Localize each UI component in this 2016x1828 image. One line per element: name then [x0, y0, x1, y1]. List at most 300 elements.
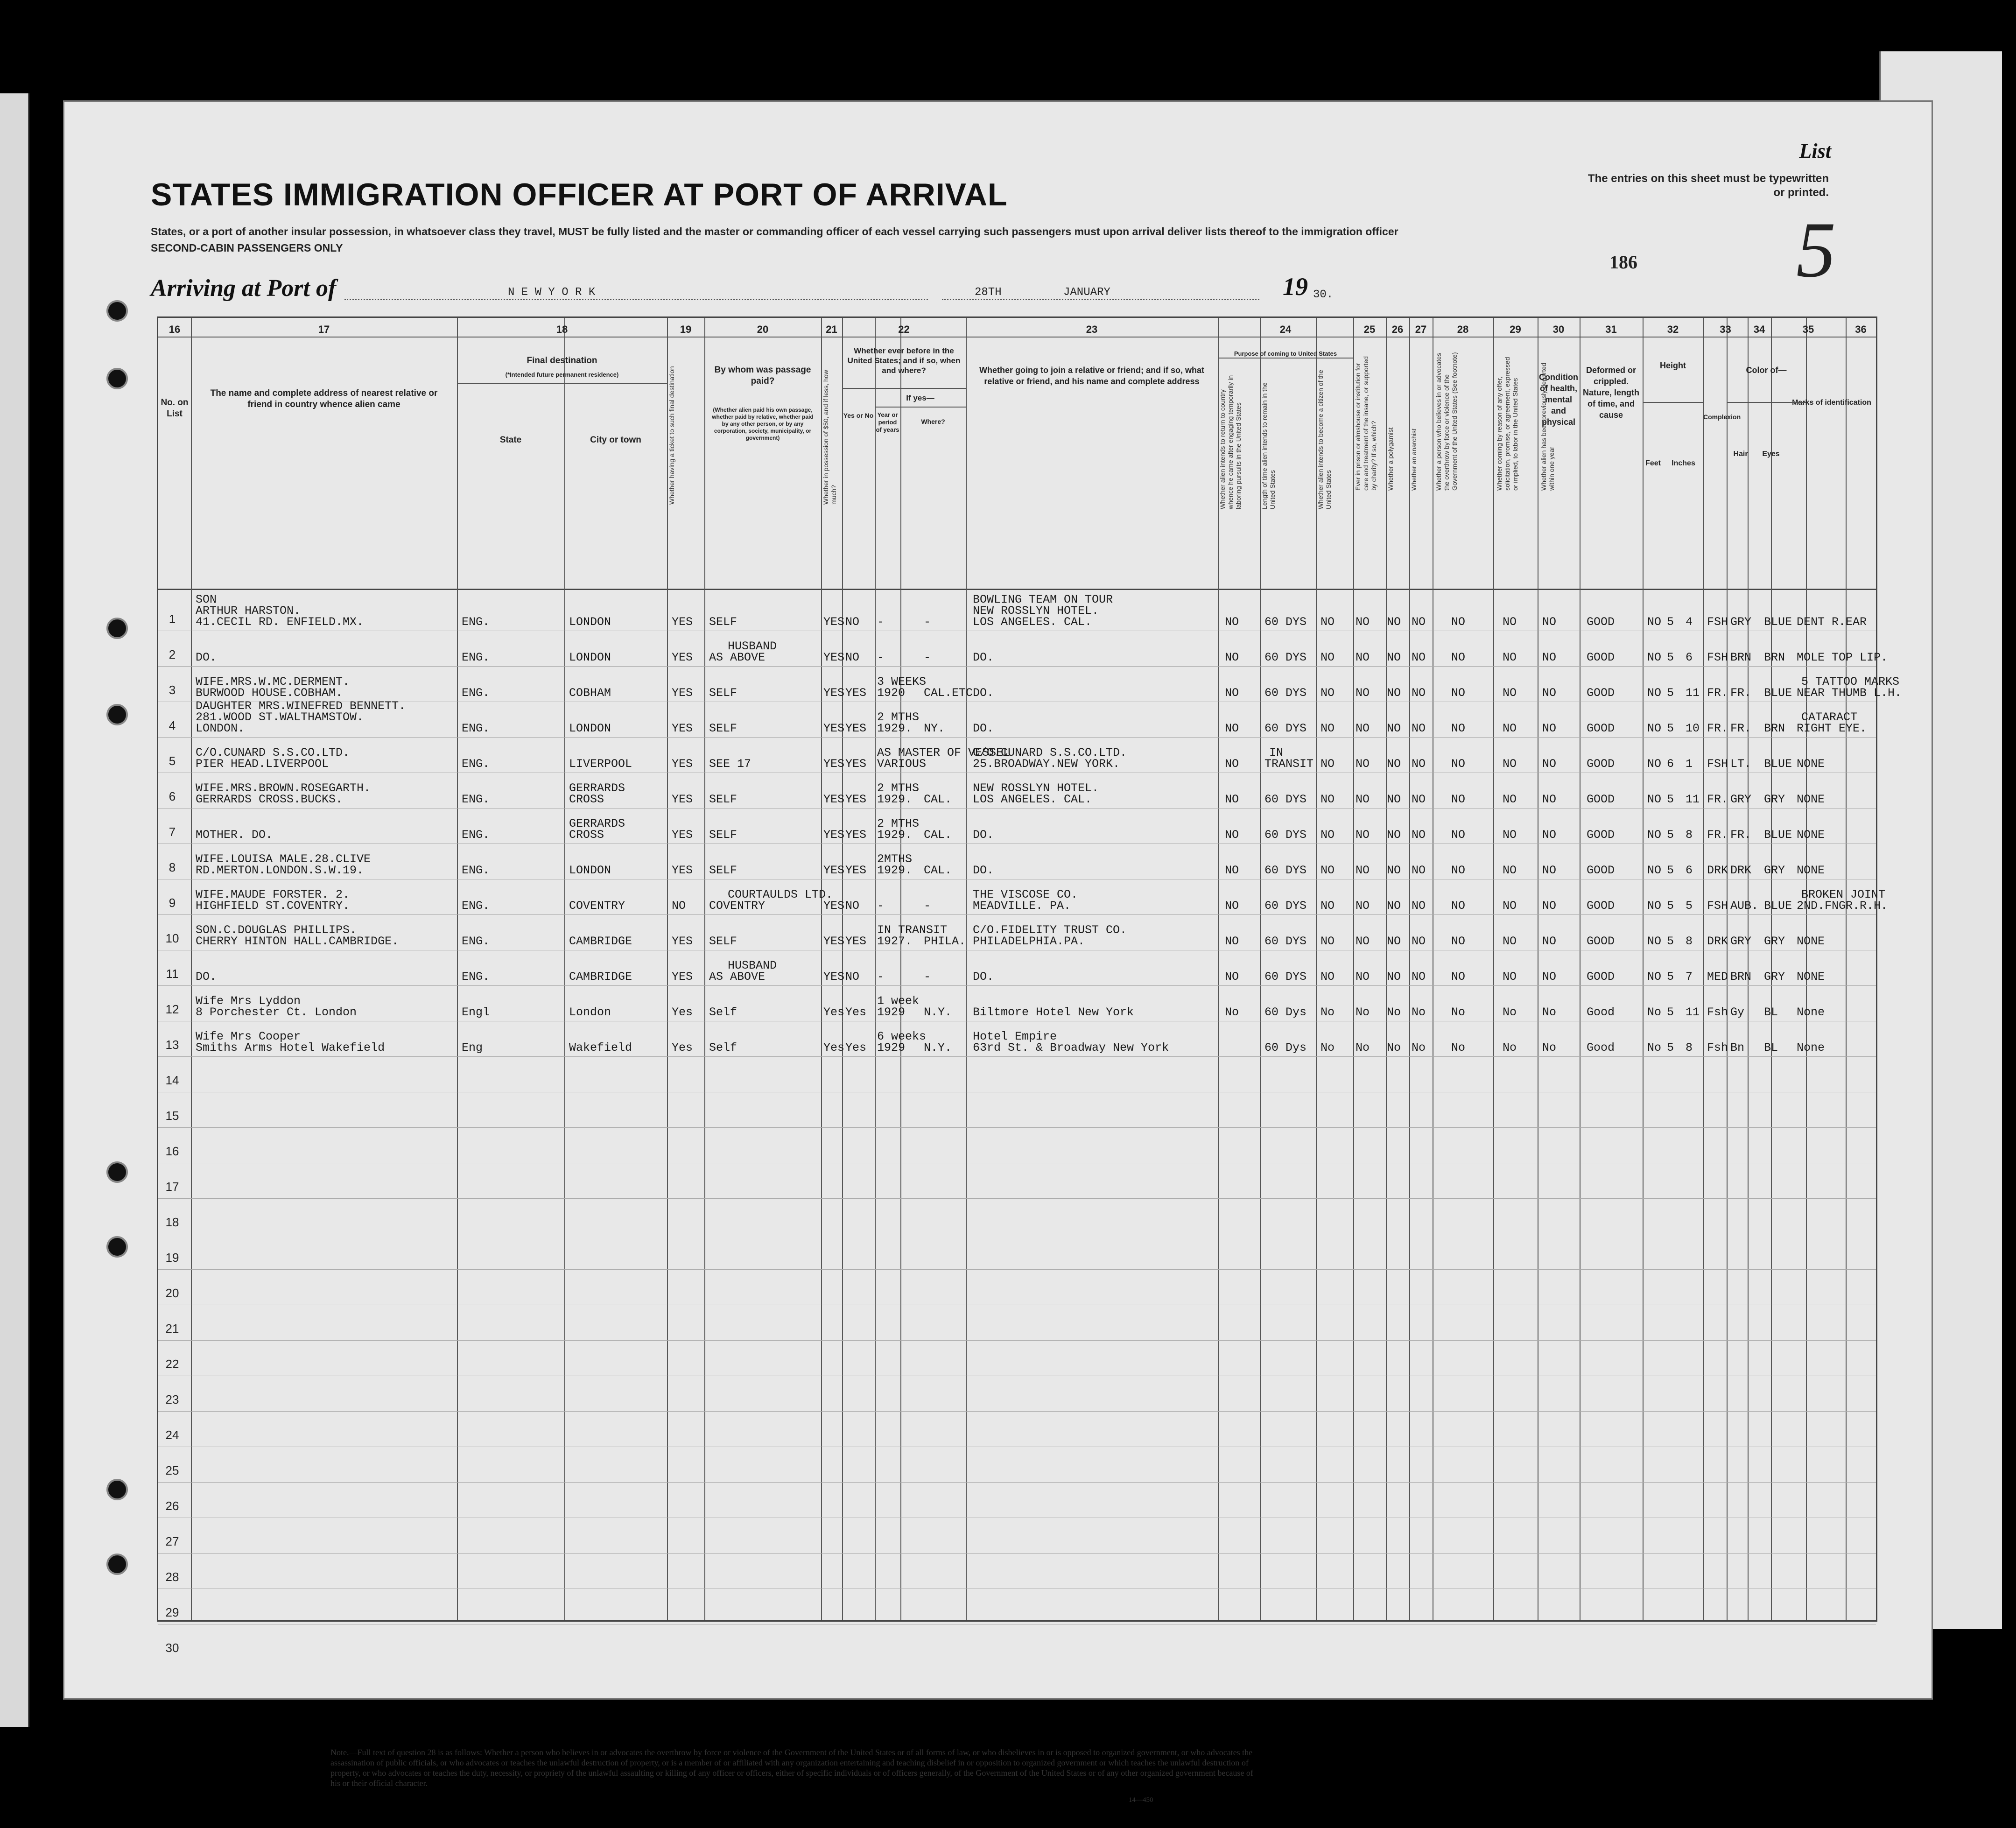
column-rule	[1806, 318, 1807, 1620]
cell-eyes: BLUE	[1764, 686, 1792, 700]
column-rule	[1316, 318, 1317, 1620]
cell-comp: FR.	[1707, 722, 1728, 735]
header-deported: Whether alien has been previously deported within one year	[1540, 363, 1555, 491]
column-rule	[1409, 318, 1410, 1620]
cell-rel3: GERRARDS CROSS.BUCKS.	[196, 793, 343, 806]
cell-marks: DENT R.EAR	[1797, 615, 1867, 629]
cell-len: 60 DYS	[1264, 828, 1307, 842]
cell-marks: NONE	[1797, 793, 1825, 806]
cell-join3: DO.	[973, 970, 994, 984]
cell-year: -	[877, 615, 885, 629]
row-number: 5	[169, 754, 176, 768]
cell-cit: NO	[1321, 899, 1335, 913]
cell-rel2: Wife Mrs Lyddon	[196, 994, 301, 1008]
cell-state: ENG.	[462, 686, 490, 700]
row-number: 8	[169, 860, 176, 874]
cell-over: NO	[1451, 828, 1466, 842]
cell-fifty: YES	[823, 864, 845, 877]
cell-poly: NO	[1387, 686, 1401, 700]
cell-prison: NO	[1356, 651, 1370, 664]
cell-hair: LT.	[1730, 757, 1752, 771]
cell-dep: NO	[1542, 899, 1557, 913]
sheet-number: 186	[1609, 252, 1637, 273]
cell-city: LONDON	[569, 651, 611, 664]
cell-before: Yes	[845, 1041, 867, 1055]
cell-comp: FR.	[1707, 828, 1728, 842]
cell-where: -	[924, 970, 931, 984]
column-rule	[966, 318, 967, 1620]
cell-ticket: YES	[672, 722, 693, 735]
column-rule	[1260, 318, 1261, 1620]
cell-dep: NO	[1542, 970, 1557, 984]
cell-marks1: 5 TATTOO MARKS	[1801, 675, 1900, 689]
header-paid-by: By whom was passage paid?	[714, 365, 811, 386]
cell-cit: NO	[1321, 828, 1335, 842]
cell-paid: COVENTRY	[709, 899, 766, 913]
cell-ticket: YES	[672, 935, 693, 948]
cell-comp: DRK	[1707, 864, 1728, 877]
cell-anar: NO	[1412, 722, 1426, 735]
column-rule	[1703, 318, 1704, 1620]
cell-deform: No	[1647, 1005, 1662, 1019]
cell-deform: NO	[1647, 864, 1662, 877]
cell-over: NO	[1451, 686, 1466, 700]
cell-over: NO	[1451, 899, 1466, 913]
cell-where: CAL.ETC	[924, 686, 973, 700]
class-line: SECOND-CABIN PASSENGERS ONLY	[151, 242, 343, 254]
header-health: Condition of health, mental and physical	[1539, 373, 1578, 427]
cell-over: NO	[1451, 651, 1466, 664]
cell-health: GOOD	[1587, 757, 1615, 771]
cell-paid: SELF	[709, 686, 738, 700]
header-rule	[1727, 402, 1806, 403]
cell-ret: NO	[1225, 935, 1239, 948]
port-dotline	[344, 298, 928, 300]
row-rule	[158, 914, 1876, 915]
header-before-us: Whether ever before in the United States; and if so, when and where?	[847, 346, 961, 375]
cell-fifty: YES	[823, 828, 845, 842]
header-overthrow: Whether a person who believes in or advocates the overthrow by force or violence of the Government of the United States (See footnote)	[1435, 352, 1458, 491]
cell-offer: NO	[1503, 722, 1517, 735]
cell-prison: No	[1356, 1041, 1370, 1055]
cell-deform: NO	[1647, 793, 1662, 806]
row-number: 21	[165, 1322, 179, 1336]
row-number: 11	[166, 967, 179, 981]
cell-health: GOOD	[1587, 615, 1615, 629]
row-number: 7	[169, 825, 176, 839]
row-rule	[158, 1411, 1876, 1412]
cell-health: GOOD	[1587, 686, 1615, 700]
cell-poly: NO	[1387, 935, 1401, 948]
cell-ticket: YES	[672, 651, 693, 664]
cell-rel2: C/O.CUNARD S.S.CO.LTD.	[196, 746, 350, 759]
cell-prison: NO	[1356, 935, 1370, 948]
cell-over: NO	[1451, 757, 1466, 771]
cell-hair: Bn	[1730, 1041, 1745, 1055]
cell-dep: NO	[1542, 615, 1557, 629]
cell-marks1: CATARACT	[1801, 710, 1858, 724]
cell-inch: 1	[1686, 757, 1693, 771]
cell-over: NO	[1451, 615, 1466, 629]
cell-comp: FSH	[1707, 615, 1728, 629]
row-number: 17	[165, 1180, 179, 1194]
cell-paid: AS ABOVE	[709, 970, 766, 984]
year-prefix: 19	[1283, 273, 1308, 301]
cell-inch: 8	[1686, 828, 1693, 842]
row-number: 23	[165, 1392, 179, 1406]
column-number: 28	[1457, 323, 1469, 335]
cell-city2: GERRARDS	[569, 781, 625, 795]
cell-rel3: LONDON.	[196, 722, 245, 735]
cell-city: London	[569, 1005, 611, 1019]
cell-deform: NO	[1647, 722, 1662, 735]
cell-comp: FSH	[1707, 899, 1728, 913]
column-number: 33	[1720, 323, 1731, 335]
arrival-month: JANUARY	[1063, 286, 1110, 299]
column-rule	[1493, 318, 1494, 1620]
cell-ret: NO	[1225, 615, 1239, 629]
punch-hole	[106, 1479, 128, 1500]
cell-comp: FSH	[1707, 757, 1728, 771]
header-rule	[457, 383, 667, 384]
cell-hair: FR.	[1730, 722, 1752, 735]
row-number: 16	[165, 1144, 179, 1158]
cell-anar: NO	[1412, 757, 1426, 771]
cell-offer: NO	[1503, 970, 1517, 984]
cell-city: COBHAM	[569, 686, 611, 700]
cell-join3: DO.	[973, 686, 994, 700]
cell-year1: 1 week	[877, 994, 920, 1008]
column-number: 35	[1802, 323, 1814, 335]
header-final-destination-note: (*Intended future permanent residence)	[505, 371, 619, 378]
cell-marks: None	[1797, 1041, 1825, 1055]
cell-feet: 5	[1667, 651, 1674, 664]
cell-len: 60 DYS	[1264, 935, 1307, 948]
cell-paid1: HUSBAND	[728, 959, 777, 972]
column-number: 36	[1855, 323, 1867, 335]
row-rule	[158, 1482, 1876, 1483]
row-number: 2	[169, 647, 176, 661]
cell-eyes: GRY	[1764, 793, 1785, 806]
cell-fifty: Yes	[823, 1005, 845, 1019]
header-hair: Hair	[1733, 450, 1748, 458]
header-purpose-a: Whether alien intends to return to country whence he came after engaging temporarily in laboring pursuits in the United States	[1219, 375, 1242, 509]
cell-rel1: SON	[196, 593, 217, 606]
cell-ticket: Yes	[672, 1041, 693, 1055]
cell-join3: PHILADELPHIA.PA.	[973, 935, 1085, 948]
cell-join3: 63rd St. & Broadway New York	[973, 1041, 1169, 1055]
punch-hole	[106, 704, 128, 725]
cell-year: 1929.	[877, 828, 913, 842]
column-rule	[1643, 318, 1644, 1620]
cell-len: 60 DYS	[1264, 615, 1307, 629]
cell-year1: 6 weeks	[877, 1030, 927, 1043]
form-code: 14—450	[1129, 1796, 1153, 1804]
cell-ticket: YES	[672, 757, 693, 771]
header-offer: Whether coming by reason of any offer, solicitation, promise, or agreement, expressed or implied, to labor in the United States	[1496, 357, 1519, 491]
cell-rel3: Smiths Arms Hotel Wakefield	[196, 1041, 385, 1055]
cell-before: YES	[845, 828, 867, 842]
cell-offer: NO	[1503, 615, 1517, 629]
cell-feet: 5	[1667, 793, 1674, 806]
cell-city: LONDON	[569, 722, 611, 735]
footnote: Note.—Full text of question 28 is as follows: Whether a person who believes in or advocates the overthrow by force or violence of the Government of the United States or of all forms of law, or who disbelieves in or is opposed to organized government, or who advocates the assassination of public officials, or who advocates or teaches the unlawful destruction of property, or is a member of or affiliated with any organization entertaining and teaching disbelief in or opposition to organized government or which teaches the unlawful destruction of property, or who advocates or teaches the duty, necessity, or propriety of the unlawful assaulting or killing of any officer or officers, either of specific individuals or of officers generally, of the Government of the United States or of any other organized government because of his or their official character.	[330, 1748, 1253, 1788]
cell-anar: NO	[1412, 864, 1426, 877]
cell-dep: NO	[1542, 935, 1557, 948]
cell-paid: Self	[709, 1005, 738, 1019]
cell-ticket: Yes	[672, 1005, 693, 1019]
cell-cit: NO	[1321, 757, 1335, 771]
cell-prison: NO	[1356, 899, 1370, 913]
row-number: 14	[165, 1073, 179, 1087]
cell-eyes: BLUE	[1764, 828, 1792, 842]
cell-rel3: BURWOOD HOUSE.COBHAM.	[196, 686, 343, 700]
cell-join3: DO.	[973, 828, 994, 842]
cell-city: COVENTRY	[569, 899, 625, 913]
cell-before: YES	[845, 793, 867, 806]
header-rule	[1643, 402, 1703, 403]
cell-city: CROSS	[569, 828, 604, 842]
cell-state: ENG.	[462, 864, 490, 877]
cell-eyes: BLUE	[1764, 757, 1792, 771]
cell-over: No	[1451, 1005, 1466, 1019]
cell-poly: NO	[1387, 757, 1401, 771]
column-rule	[564, 318, 565, 1620]
cell-feet: 5	[1667, 1005, 1674, 1019]
cell-cit: NO	[1321, 615, 1335, 629]
row-number: 29	[165, 1605, 179, 1619]
cell-inch: 6	[1686, 864, 1693, 877]
cell-health: GOOD	[1587, 651, 1615, 664]
header-city: City or town	[590, 435, 641, 445]
cell-dep: NO	[1542, 722, 1557, 735]
cell-health: GOOD	[1587, 864, 1615, 877]
row-number: 10	[165, 931, 179, 945]
punch-hole	[106, 618, 128, 639]
column-number: 26	[1391, 323, 1404, 335]
cell-ret: NO	[1225, 651, 1239, 664]
cell-join2: NEW ROSSLYN HOTEL.	[973, 781, 1099, 795]
header-final-destination: Final destination	[527, 356, 597, 366]
row-number: 13	[165, 1038, 179, 1052]
cell-cit: No	[1321, 1005, 1335, 1019]
row-number: 27	[165, 1534, 179, 1548]
column-number: 32	[1667, 323, 1679, 335]
cell-health: GOOD	[1587, 828, 1615, 842]
cell-join3: DO.	[973, 651, 994, 664]
cell-join3: 25.BROADWAY.NEW YORK.	[973, 757, 1120, 771]
cell-city: CROSS	[569, 793, 604, 806]
cell-inch: 11	[1686, 793, 1700, 806]
cell-poly: NO	[1387, 828, 1401, 842]
cell-inch: 4	[1686, 615, 1693, 629]
cell-deform: NO	[1647, 828, 1662, 842]
column-number: 18	[556, 323, 568, 335]
cell-hair: BRN	[1730, 970, 1752, 984]
cell-eyes: BLUE	[1764, 899, 1792, 913]
cell-eyes: BL	[1764, 1005, 1778, 1019]
cell-over: NO	[1451, 793, 1466, 806]
cell-marks: NONE	[1797, 757, 1825, 771]
cell-eyes: GRY	[1764, 935, 1785, 948]
cell-year1: IN TRANSIT	[877, 923, 948, 937]
punch-hole	[106, 368, 128, 389]
cell-city: LONDON	[569, 864, 611, 877]
row-rule	[158, 1553, 1876, 1554]
cell-inch: 11	[1686, 1005, 1700, 1019]
cell-hair: AUB.	[1730, 899, 1759, 913]
cell-inch: 8	[1686, 935, 1693, 948]
cell-marks: 2ND.FNGR.R.H.	[1797, 899, 1888, 913]
cell-inch: 10	[1686, 722, 1700, 735]
header-anarchist: Whether an anarchist	[1410, 428, 1418, 491]
cell-ret: No	[1225, 1005, 1239, 1019]
cell-poly: NO	[1387, 864, 1401, 877]
cell-dep: NO	[1542, 864, 1557, 877]
cell-cit: NO	[1321, 935, 1335, 948]
header-polygamist: Whether a polygamist	[1387, 427, 1394, 491]
row-rule	[158, 1269, 1876, 1270]
cell-marks: NONE	[1797, 828, 1825, 842]
cell-before: NO	[845, 899, 860, 913]
cell-fifty: YES	[823, 935, 845, 948]
cell-fifty: YES	[823, 615, 845, 629]
cell-dep: NO	[1542, 828, 1557, 842]
header-where: Where?	[921, 418, 945, 425]
header-color-of: Color of—	[1746, 366, 1787, 375]
cell-before: YES	[845, 935, 867, 948]
cell-year: 1929.	[877, 793, 913, 806]
cell-paid: SELF	[709, 615, 738, 629]
cell-marks: NONE	[1797, 935, 1825, 948]
row-number: 22	[165, 1357, 179, 1371]
header-paid-by-note: (Whether alien paid his own passage, whether paid by relative, whether paid by any other person, or by any corporation, society, municipality, or government)	[712, 407, 814, 441]
cell-feet: 5	[1667, 828, 1674, 842]
cell-ret: NO	[1225, 864, 1239, 877]
cell-where: -	[924, 899, 931, 913]
header-purpose-c: Whether alien intends to become a citizen of the United States	[1317, 370, 1332, 509]
cell-feet: 5	[1667, 615, 1674, 629]
column-number: 27	[1415, 323, 1427, 335]
header-fifty: Whether in possession of $50, and if less, how much?	[822, 370, 837, 505]
cell-dep: NO	[1542, 686, 1557, 700]
header-purpose: Purpose of coming to United States	[1234, 350, 1337, 357]
header-eyes: Eyes	[1762, 450, 1780, 458]
cell-before: YES	[845, 722, 867, 735]
cell-over: NO	[1451, 864, 1466, 877]
cell-join3: LOS ANGELES. CAL.	[973, 615, 1092, 629]
header-relative: The name and complete address of nearest relative or friend in country whence alien came	[210, 388, 438, 409]
cell-before: NO	[845, 970, 860, 984]
cell-ret: NO	[1225, 686, 1239, 700]
cell-ret: NO	[1225, 899, 1239, 913]
cell-cit: NO	[1321, 722, 1335, 735]
column-rule	[191, 318, 192, 1620]
punch-hole	[106, 300, 128, 322]
cell-rel3: CHERRY HINTON HALL.CAMBRIDGE.	[196, 935, 399, 948]
cell-anar: No	[1412, 1005, 1426, 1019]
cell-state: ENG.	[462, 970, 490, 984]
cell-year: VARIOUS	[877, 757, 927, 771]
column-number: 29	[1510, 323, 1521, 335]
row-number: 24	[165, 1428, 179, 1442]
row-number: 6	[169, 789, 176, 803]
cell-marks: NONE	[1797, 970, 1825, 984]
cell-prison: NO	[1356, 864, 1370, 877]
cell-over: NO	[1451, 722, 1466, 735]
cell-rel3: DO.	[196, 651, 217, 664]
cell-rel2: WIFE.MRS.W.MC.DERMENT.	[196, 675, 350, 689]
cell-health: Good	[1587, 1041, 1615, 1055]
cell-cit: NO	[1321, 651, 1335, 664]
column-rule	[1748, 318, 1749, 1620]
column-number: 22	[898, 323, 910, 335]
cell-deform: NO	[1647, 615, 1662, 629]
cell-rel2: WIFE.MAUDE FORSTER. 2.	[196, 888, 350, 901]
list-label: List	[1799, 140, 1831, 162]
cell-over: NO	[1451, 935, 1466, 948]
cell-year1: 2MTHS	[877, 852, 913, 866]
cell-fifty: YES	[823, 722, 845, 735]
cell-feet: 5	[1667, 722, 1674, 735]
row-rule	[158, 1340, 1876, 1341]
cell-city: Wakefield	[569, 1041, 632, 1055]
cell-len: 60 DYS	[1264, 651, 1307, 664]
column-number: 17	[318, 323, 330, 335]
arrival-day: 28TH	[975, 286, 1002, 299]
cell-inch: 8	[1686, 1041, 1693, 1055]
cell-hair: GRY	[1730, 935, 1752, 948]
left-page-strip	[0, 93, 29, 1727]
cell-anar: NO	[1412, 615, 1426, 629]
cell-dep: NO	[1542, 651, 1557, 664]
row-number: 19	[165, 1251, 179, 1265]
cell-offer: NO	[1503, 899, 1517, 913]
column-number: 31	[1605, 323, 1617, 335]
header-rule	[1218, 358, 1353, 359]
cell-len: 60 DYS	[1264, 970, 1307, 984]
cell-prison: NO	[1356, 722, 1370, 735]
column-number: 19	[680, 323, 692, 335]
cell-join2: THE VISCOSE CO.	[973, 888, 1078, 901]
cell-paid: SELF	[709, 935, 738, 948]
cell-ret: NO	[1225, 970, 1239, 984]
cell-anar: NO	[1412, 793, 1426, 806]
column-rule	[1218, 318, 1219, 1620]
year-suffix: 30.	[1313, 288, 1334, 301]
header-height: Height	[1660, 361, 1686, 370]
cell-comp: Fsh	[1707, 1041, 1728, 1055]
cell-offer: No	[1503, 1041, 1517, 1055]
cell-over: NO	[1451, 970, 1466, 984]
cell-offer: NO	[1503, 651, 1517, 664]
cell-len: 60 DYS	[1264, 899, 1307, 913]
cell-fifty: YES	[823, 793, 845, 806]
row-number: 25	[165, 1463, 179, 1477]
header-marks: Marks of identification	[1792, 399, 1871, 407]
cell-cit: NO	[1321, 686, 1335, 700]
cell-deform: NO	[1647, 970, 1662, 984]
cell-inch: 11	[1686, 686, 1700, 700]
column-number: 20	[757, 323, 769, 335]
manifest-sheet	[63, 100, 1933, 1804]
header-state: State	[499, 435, 522, 445]
cell-rel2: Wife Mrs Cooper	[196, 1030, 301, 1043]
cell-feet: 5	[1667, 935, 1674, 948]
cell-before: YES	[845, 686, 867, 700]
cell-join3: MEADVILLE. PA.	[973, 899, 1071, 913]
cell-health: GOOD	[1587, 899, 1615, 913]
